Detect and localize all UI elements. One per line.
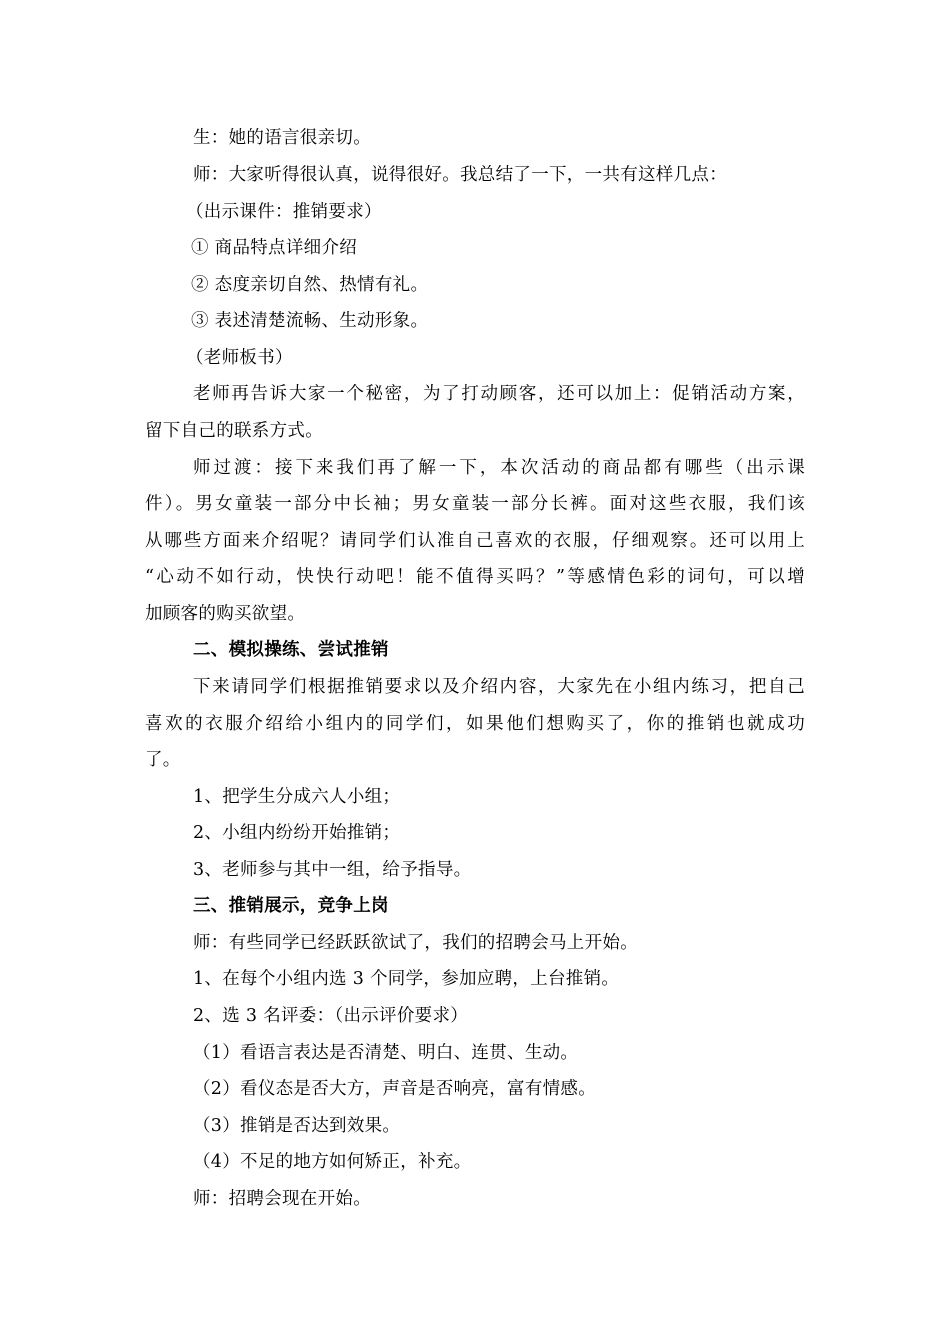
section-heading: 三、推销展示，竞争上岗 [193,896,389,916]
list-item: 1、在每个小组内选 3 个同学，参加应聘，上台推销。 [193,969,620,989]
text-line: 件）。男女童装一部分中长袖；男女童装一部分长裤。面对这些衣服，我们该 [145,494,805,514]
text-line: 师：大家听得很认真，说得很好。我总结了一下，一共有这样几点： [193,165,727,185]
text-line: ② 态度亲切自然、热情有礼。 [191,275,429,295]
text-line: ③ 表述清楚流畅、生动形象。 [191,311,429,331]
text-line: ① 商品特点详细介绍 [191,238,358,258]
list-item: （1）看语言表达是否清楚、明白、连贯、生动。 [193,1043,579,1063]
text-line: 加顾客的购买欲望。 [145,604,306,624]
text-line: 留下自己的联系方式。 [145,421,323,441]
list-item: 2、小组内纷纷开始推销； [193,823,401,843]
text-line: 师：招聘会现在开始。 [193,1189,371,1209]
text-line: 喜欢的衣服介绍给小组内的同学们，如果他们想购买了，你的推销也就成功 [145,714,805,734]
text-line: 下来请同学们根据推销要求以及介绍内容，大家先在小组内练习，把自己 [193,677,805,697]
list-item: （2）看仪态是否大方，声音是否响亮，富有情感。 [193,1079,597,1099]
list-item: 2、选 3 名评委：（出示评价要求） [193,1006,469,1026]
text-line: 从哪些方面来介绍呢？请同学们认准自己喜欢的衣服，仔细观察。还可以用上 [145,531,805,551]
text-line: 生：她的语言很亲切。 [193,128,371,148]
list-item: （4）不足的地方如何矫正，补充。 [193,1152,472,1172]
list-item: （3）推销是否达到效果。 [193,1116,401,1136]
text-line: 师：有些同学已经跃跃欲试了，我们的招聘会马上开始。 [193,933,638,953]
text-line: 老师再告诉大家一个秘密，为了打动顾客，还可以加上：促销活动方案， [193,384,805,404]
text-line: （老师板书） [186,348,293,368]
text-line: 了。 [145,750,181,770]
section-heading: 二、模拟操练、尝试推销 [193,640,389,660]
text-line: “心动不如行动，快快行动吧！能不值得买吗？”等感情色彩的词句，可以增 [145,567,805,587]
list-item: 1、把学生分成六人小组； [193,787,401,807]
text-line: 师过渡：接下来我们再了解一下，本次活动的商品都有哪些（出示课 [193,458,805,478]
list-item: 3、老师参与其中一组，给予指导。 [193,860,472,880]
text-line: （出示课件：推销要求） [186,202,382,222]
